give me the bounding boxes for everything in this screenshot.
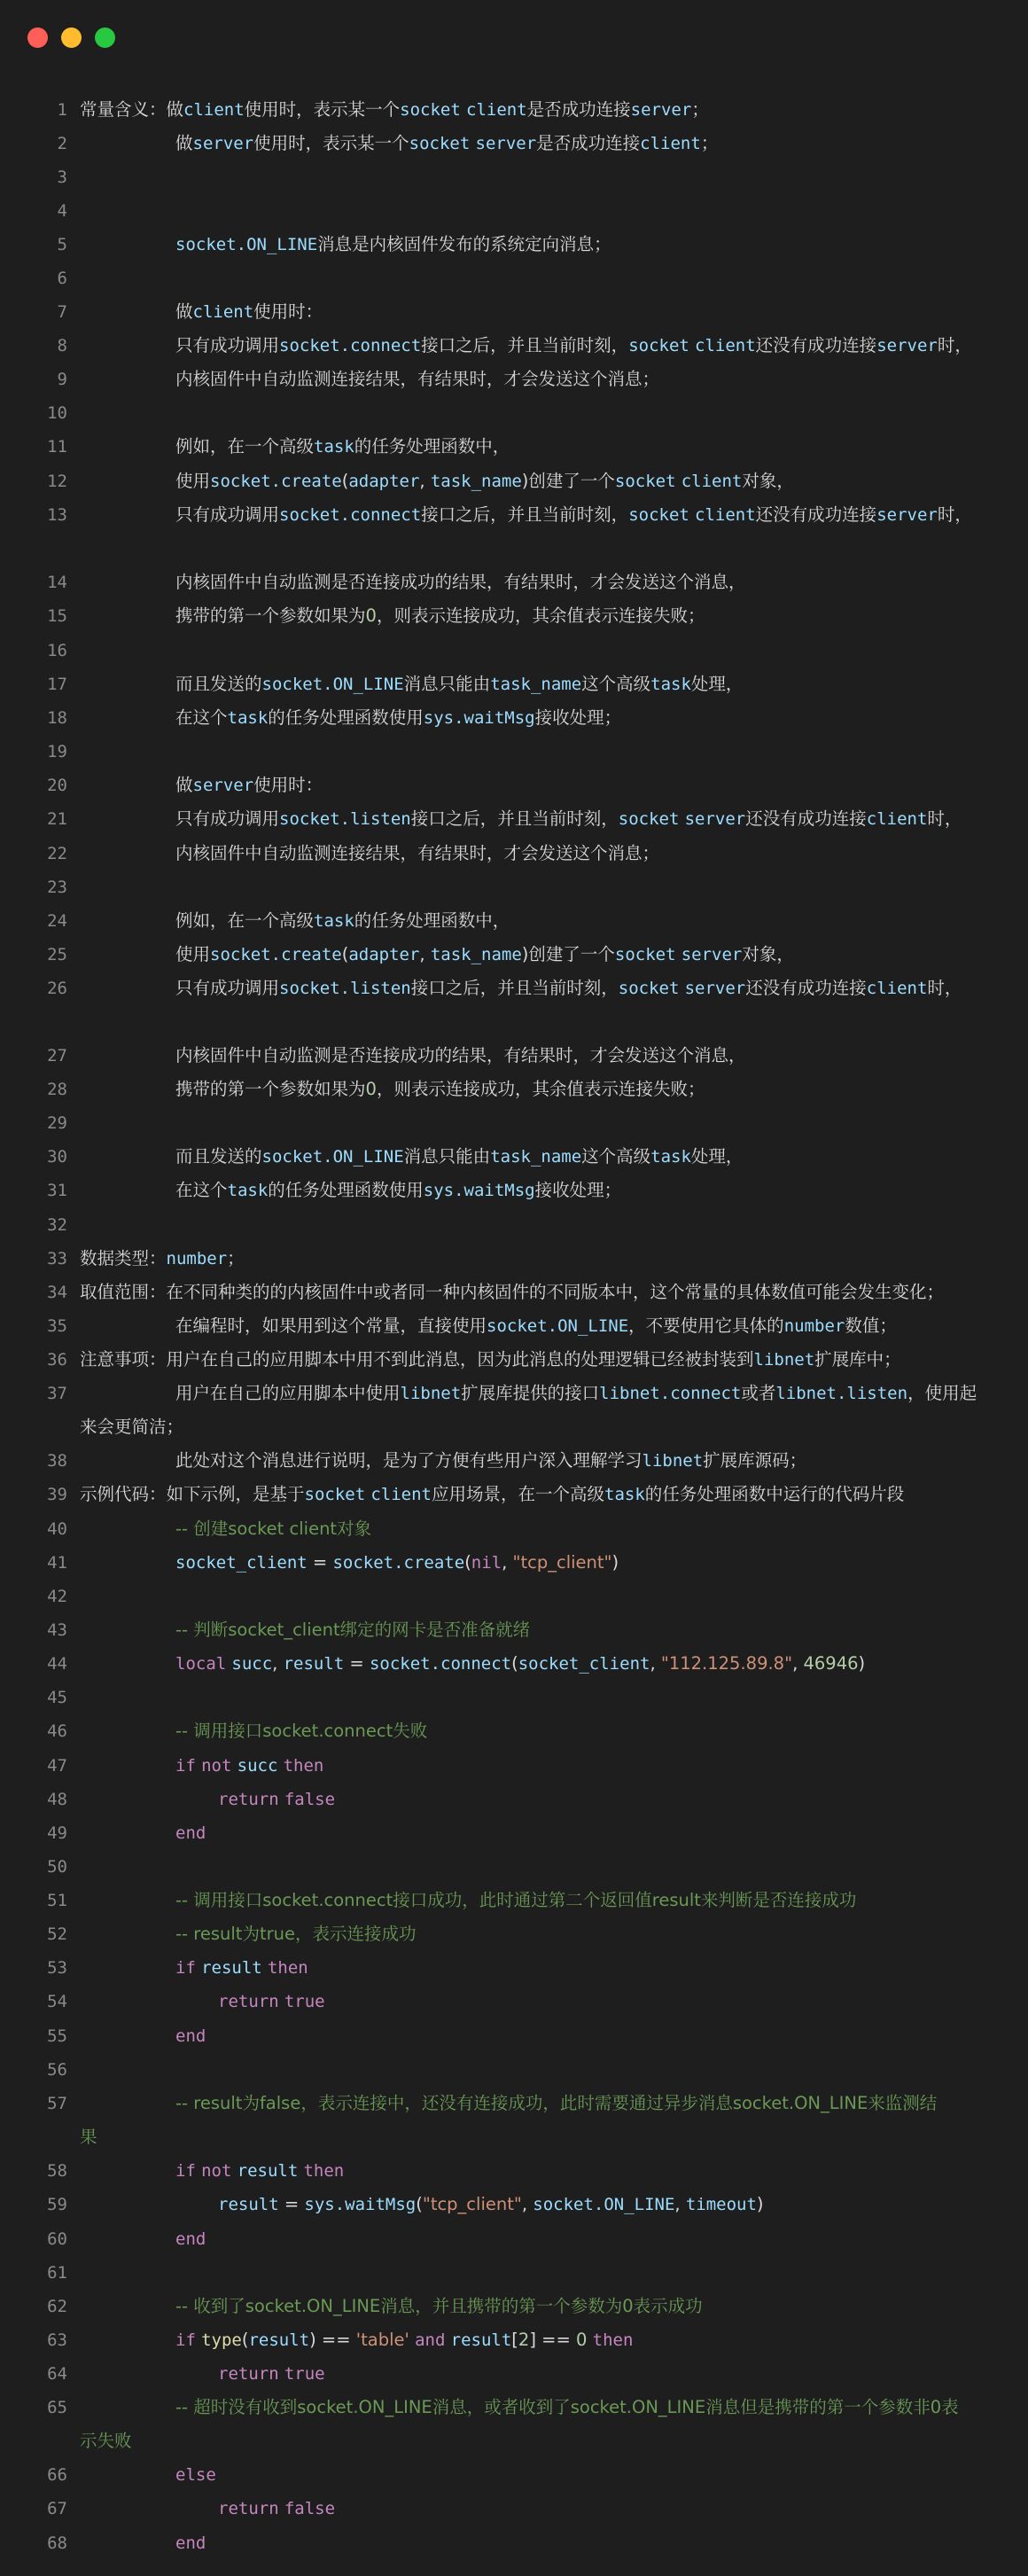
line-number: 54 (47, 1992, 67, 2011)
line-number: 13 (47, 505, 67, 525)
line-number: 57 (47, 2094, 67, 2113)
line-number: 59 (47, 2195, 67, 2214)
line-number: 35 (47, 1316, 67, 1336)
line-number: 7 (57, 302, 67, 322)
line-number: 1 (57, 100, 67, 120)
line-number: 4 (57, 201, 67, 221)
line-text: end (175, 1823, 206, 1843)
line-text: 只有成功调用socket.connect接口之后，并且当前时刻，socket client还没有成功连接server时， (175, 335, 972, 355)
line-number: 42 (47, 1587, 67, 1606)
line-number: 26 (47, 979, 67, 998)
line-number: 17 (47, 675, 67, 694)
line-number: 21 (47, 809, 67, 829)
line-text: else (175, 2465, 216, 2485)
line-text: 内核固件中自动监测是否连接成功的结果，有结果时，才会发送这个消息， (175, 572, 746, 592)
line-number: 34 (47, 1283, 67, 1302)
line-text: 数据类型：number； (80, 1248, 245, 1268)
line-number: 47 (47, 1756, 67, 1776)
line-number: 11 (47, 437, 67, 457)
line-text: return true (218, 1992, 325, 2011)
line-number: 61 (47, 2263, 67, 2283)
line-text: 使用socket.create(adapter, task_name)创建了一个socket client对象， (175, 471, 794, 491)
line-number: 33 (47, 1249, 67, 1268)
line-number: 67 (47, 2499, 67, 2518)
line-text: end (175, 2026, 206, 2046)
line-text: -- 调用接口socket.connect失败 (175, 1721, 428, 1741)
line-text: end (175, 2229, 206, 2249)
line-number: 52 (47, 1924, 67, 1944)
line-text: 注意事项：用户在自己的应用脚本中用不到此消息，因为此消息的处理逻辑已经被封装到libnet扩展库中； (80, 1349, 901, 1370)
line-text: 取值范围：在不同种类的的内核固件中或者同一种内核固件的不同版本中，这个常量的具体数值可能会发生变化； (80, 1282, 945, 1302)
line-text: if not succ then (175, 1756, 324, 1776)
line-text: 携带的第一个参数如果为0，则表示连接成功，其余值表示连接失败； (175, 1079, 705, 1099)
line-text: end (175, 2533, 206, 2553)
line-text: -- 判断socket_client绑定的网卡是否准备就绪 (175, 1620, 531, 1640)
line-text: 例如，在一个高级task的任务处理函数中， (175, 436, 510, 457)
line-number: 38 (47, 1451, 67, 1471)
line-text: -- 超时没有收到socket.ON_LINE消息，或者收到了socket.ON_LINE消息但是携带的第一个参数非0表 (175, 2397, 959, 2417)
line-number: 43 (47, 1620, 67, 1640)
line-text: 在这个task的任务处理函数使用sys.waitMsg接收处理； (175, 707, 622, 728)
line-text: 在这个task的任务处理函数使用sys.waitMsg接收处理； (175, 1180, 622, 1200)
line-number: 15 (47, 606, 67, 626)
line-number: 9 (57, 370, 67, 389)
line-number: 16 (47, 641, 67, 660)
line-number: 20 (47, 776, 67, 795)
line-text: if type(result) == 'table' and result[2] == 0 then (175, 2330, 634, 2350)
line-number: 48 (47, 1790, 67, 1809)
line-number: 45 (47, 1688, 67, 1707)
line-text: 例如，在一个高级task的任务处理函数中， (175, 910, 510, 931)
line-text: 做server使用时，表示某一个socket server是否成功连接client； (175, 133, 719, 153)
line-number: 44 (47, 1654, 67, 1674)
line-text: 只有成功调用socket.connect接口之后，并且当前时刻，socket client还没有成功连接server时， (175, 504, 972, 525)
line-text: -- result为true，表示连接成功 (175, 1924, 417, 1944)
line-text: result = sys.waitMsg("tcp_client", socket.ON_LINE, timeout) (218, 2194, 764, 2214)
line-number: 10 (47, 403, 67, 423)
line-number: 40 (47, 1519, 67, 1539)
line-text: 使用socket.create(adapter, task_name)创建了一个socket server对象， (175, 944, 794, 964)
line-number: 50 (47, 1857, 67, 1877)
line-number: 37 (47, 1384, 67, 1403)
line-number: 36 (47, 1350, 67, 1370)
line-text: -- result为false，表示连接中，还没有连接成功，此时需要通过异步消息socket.ON_LINE来监测结 (175, 2093, 938, 2113)
line-text: if not result then (175, 2161, 345, 2181)
line-text: socket.ON_LINE消息是内核固件发布的系统定向消息； (175, 234, 611, 254)
line-text-continuation: 果 (80, 2127, 97, 2147)
line-number: 62 (47, 2297, 67, 2316)
line-text: 在编程时，如果用到这个常量，直接使用socket.ON_LINE，不要使用它具体的number数值； (175, 1315, 897, 1336)
line-number: 24 (47, 911, 67, 931)
line-text: return false (218, 2499, 336, 2518)
line-text-continuation: 示失败 (80, 2431, 132, 2451)
line-number: 31 (47, 1181, 67, 1200)
line-text: 示例代码：如下示例，是基于socket client应用场景，在一个高级task的任务处理函数中运行的代码片段 (80, 1484, 905, 1504)
line-number: 66 (47, 2465, 67, 2485)
line-number: 12 (47, 472, 67, 491)
line-number: 18 (47, 708, 67, 728)
line-number: 19 (47, 742, 67, 761)
line-text: 携带的第一个参数如果为0，则表示连接成功，其余值表示连接失败； (175, 605, 705, 626)
line-text: return false (218, 1790, 336, 1809)
line-number: 39 (47, 1485, 67, 1504)
line-number: 65 (47, 2398, 67, 2417)
line-number: 3 (57, 168, 67, 187)
line-number: 46 (47, 1721, 67, 1741)
line-number: 25 (47, 945, 67, 964)
line-text: 用户在自己的应用脚本中使用libnet扩展库提供的接口libnet.connect或者libnet.listen，使用起 (175, 1383, 977, 1403)
line-number: 6 (57, 269, 67, 288)
line-text: 常量含义：做client使用时，表示某一个socket client是否成功连接server； (80, 99, 709, 120)
line-number: 8 (57, 336, 67, 355)
line-number: 29 (47, 1113, 67, 1133)
line-number: 53 (47, 1958, 67, 1978)
line-text: 做server使用时： (175, 775, 323, 795)
line-number: 51 (47, 1891, 67, 1910)
line-text: local succ, result = socket.connect(socket_client, "112.125.89.8", 46946) (175, 1653, 866, 1674)
line-text: -- 创建socket client对象 (175, 1518, 372, 1539)
line-number: 14 (47, 573, 67, 592)
line-number: 41 (47, 1553, 67, 1573)
line-number: 56 (47, 2060, 67, 2080)
line-number: 30 (47, 1147, 67, 1167)
line-text: 而且发送的socket.ON_LINE消息只能由task_name这个高级task处理， (175, 1146, 744, 1167)
line-number: 68 (47, 2533, 67, 2553)
line-text: 内核固件中自动监测连接结果，有结果时，才会发送这个消息； (175, 369, 660, 389)
line-text: -- 收到了socket.ON_LINE消息，并且携带的第一个参数为0表示成功 (175, 2296, 703, 2316)
line-number: 27 (47, 1046, 67, 1066)
line-text-continuation: 来会更简洁； (80, 1417, 184, 1437)
line-text: socket_client = socket.create(nil, "tcp_client") (175, 1552, 619, 1573)
line-text: 内核固件中自动监测是否连接成功的结果，有结果时，才会发送这个消息， (175, 1045, 746, 1066)
line-number: 49 (47, 1823, 67, 1843)
line-number: 28 (47, 1080, 67, 1099)
line-number: 58 (47, 2161, 67, 2181)
line-text: return true (218, 2364, 325, 2384)
line-text: 只有成功调用socket.listen接口之后，并且当前时刻，socket server还没有成功连接client时， (175, 808, 962, 829)
line-number: 60 (47, 2229, 67, 2249)
line-text: 而且发送的socket.ON_LINE消息只能由task_name这个高级task处理， (175, 674, 744, 694)
line-number: 64 (47, 2364, 67, 2384)
line-text: if result then (175, 1958, 308, 1978)
line-text: 内核固件中自动监测连接结果，有结果时，才会发送这个消息； (175, 843, 660, 863)
line-number: 63 (47, 2330, 67, 2350)
line-number: 55 (47, 2026, 67, 2046)
line-number: 23 (47, 878, 67, 897)
line-text: 做client使用时： (175, 301, 323, 322)
line-text: 只有成功调用socket.listen接口之后，并且当前时刻，socket server还没有成功连接client时， (175, 978, 962, 998)
line-number: 2 (57, 134, 67, 153)
line-number: 5 (57, 235, 67, 254)
line-text: -- 调用接口socket.connect接口成功，此时通过第二个返回值result来判断是否连接成功 (175, 1890, 857, 1910)
line-number: 32 (47, 1215, 67, 1235)
line-number: 22 (47, 844, 67, 863)
line-text: 此处对这个消息进行说明，是为了方便有些用户深入理解学习libnet扩展库源码； (175, 1450, 807, 1471)
